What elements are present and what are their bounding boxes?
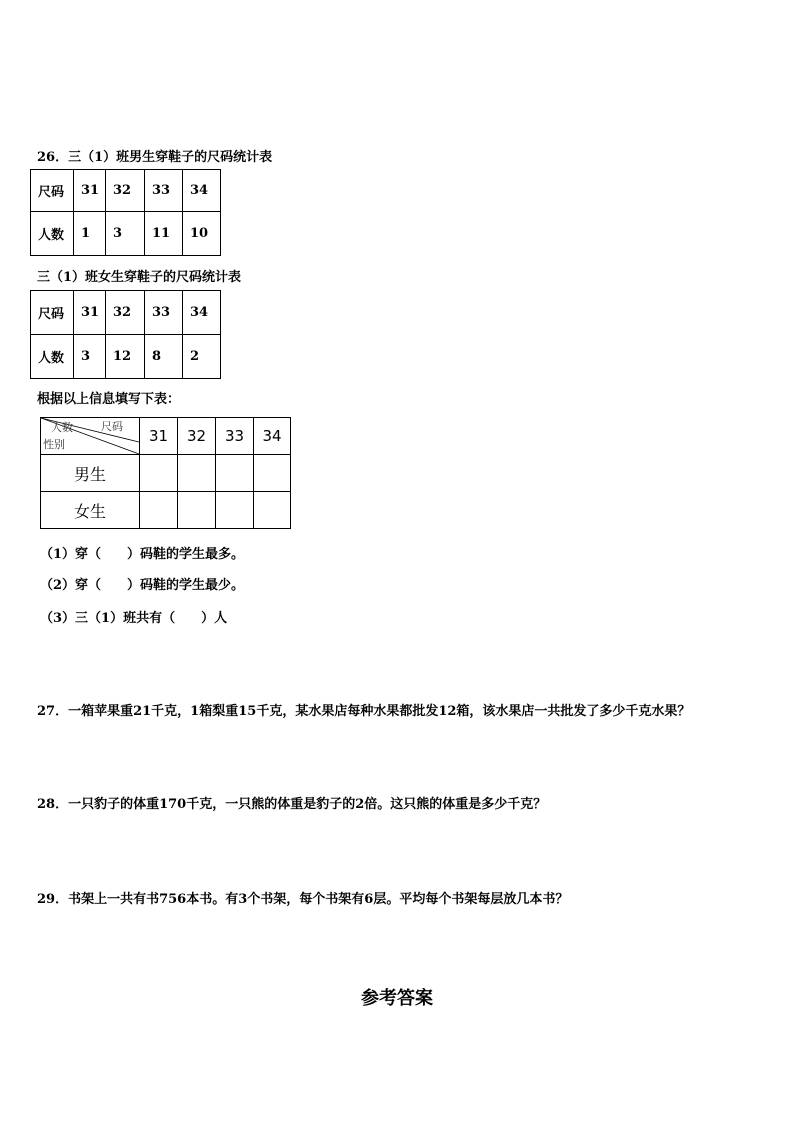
size-cell: 34 [183,170,221,212]
count-cell: 10 [183,212,221,256]
q28-text: 28．一只豹子的体重170千克，一只熊的体重是豹子的2倍。这只熊的体重是多少千克？ [37,797,547,812]
blank-cell [140,492,178,529]
boys-row-label: 男生 [41,455,140,492]
blank-cell [178,455,216,492]
size-cell: 32 [106,170,145,212]
row-label: 人数 [31,335,74,379]
blank-cell [140,455,178,492]
diagonal-header-cell [41,418,140,455]
table-row [41,492,291,529]
count-cell: 3 [106,212,145,256]
blank-cell [216,455,254,492]
blank-cell [254,492,291,529]
fill-instruction: 根据以上信息填写下表： [37,392,181,407]
size-header-cell: 31 [140,418,178,455]
girls-row-label: 女生 [41,492,140,529]
sub-question-3: （3）三（1）班共有（ ）人 [40,611,228,626]
corner-label-count: 人数 [51,421,73,434]
size-header-cell: 33 [216,418,254,455]
q29-text: 29．书架上一共有书756本书。有3个书架，每个书架有6层。平均每个书架每层放几本书？ [37,892,569,907]
size-cell: 33 [145,291,183,335]
size-cell: 31 [74,170,106,212]
fill-in-table [40,417,291,529]
size-header-cell: 32 [178,418,216,455]
table-row [31,170,221,212]
count-cell: 8 [145,335,183,379]
sub-question-1: （1）穿（ ）码鞋的学生最多。 [40,547,245,562]
header-label: 尺码 [31,291,74,335]
size-cell: 34 [183,291,221,335]
count-cell: 12 [106,335,145,379]
girls-table-title: 三（1）班女生穿鞋子的尺码统计表 [37,270,242,285]
table-row [31,291,221,335]
girls-size-table [30,290,221,379]
count-cell: 11 [145,212,183,256]
blank-cell [178,492,216,529]
boys-size-table [30,169,221,256]
table-row [31,212,221,256]
row-label: 人数 [31,212,74,256]
count-cell: 1 [74,212,106,256]
corner-label-size: 尺码 [101,420,123,433]
q27-text: 27．一箱苹果重21千克，1箱梨重15千克，某水果店每种水果都批发12箱，该水果店一共批发了多少千克水果？ [37,704,691,719]
blank-cell [216,492,254,529]
count-cell: 3 [74,335,106,379]
blank-cell [254,455,291,492]
size-cell: 32 [106,291,145,335]
header-label: 尺码 [31,170,74,212]
answer-heading: 参考答案 [361,988,433,1009]
corner-label-gender: 性别 [43,438,65,451]
table-row [41,455,291,492]
table-row [31,335,221,379]
size-header-cell: 34 [254,418,291,455]
q26-title: 26．三（1）班男生穿鞋子的尺码统计表 [37,150,273,165]
size-cell: 31 [74,291,106,335]
sub-question-2: （2）穿（ ）码鞋的学生最少。 [40,578,245,593]
size-cell: 33 [145,170,183,212]
table-row [41,418,291,455]
count-cell: 2 [183,335,221,379]
